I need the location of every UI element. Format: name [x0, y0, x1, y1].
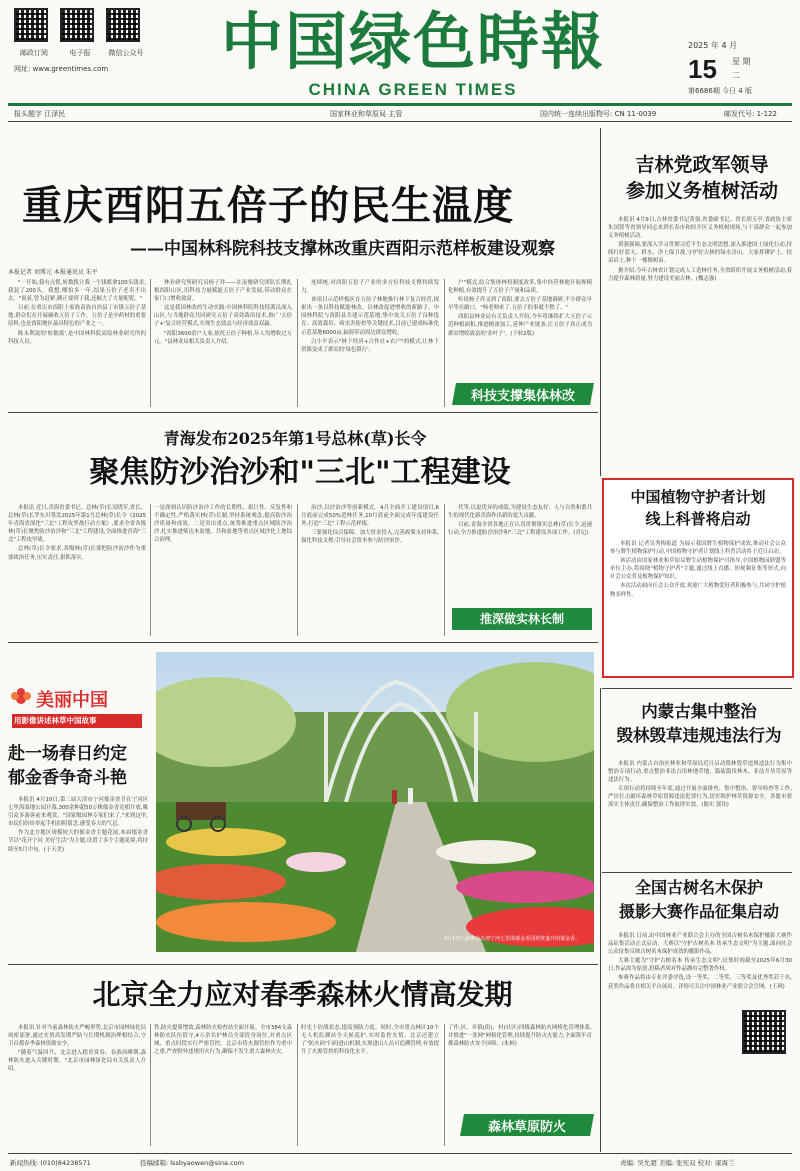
- column-divider: [444, 279, 445, 407]
- column-divider: [444, 504, 445, 636]
- qr-code-epaper[interactable]: [60, 8, 94, 42]
- lead-col2: 林业研究所研究员杨子祥——在南俊研究团队长期扎根酉阳山区,用科技力量赋能五倍子产业发展,带动群众在家门口增收致富。 这是我国林改的生动实践:中国林科院科技特派员深入山区,与当地群众共同研究五倍子高效栽培技术,推广'五倍子+'复合经营模式,实现生态效益与经济效益双赢。 "酉阳3600余户人家,依托五倍子种植,年人均增收过万元。"县林业局相关负责人介绍。: [154, 280, 292, 345]
- qinghai-col1: 本报讯 近日,青海省委书记、总林(草)长吴晓军,省长、总林(草)长罗东川签发2025年第1号总林(草)长令《2025年青海省深化"三北"工程攻坚战行动方案》,要求全省各级林(草)长聚焦防沙治沙和"三北"工程建设,全面推进青海"三北"工程攻坚战。 总林(草)长令要求,各级林(草)长要把防沙治沙作为重要政治任务,压实责任,狠抓落实。: [8, 505, 146, 561]
- lead-byline: 本报记者 刘博元 本报通讯员 朱平: [8, 269, 98, 276]
- contest-headline-line2: 摄影大赛作品征集启动: [618, 902, 779, 921]
- weekday: 二: [732, 71, 740, 80]
- qr-label: 邮政订阅: [20, 49, 48, 57]
- qinghai-ribbon-label: 推深做实林长制: [479, 612, 564, 626]
- lead-col3: 连续统,对酉阳五倍子产业的多方位科技支撑持续发力。 该项目示范样板区在五倍子林地推行林下复合经营,探索出一条以科技赋能林改、以林改促进增收的新路子。中国林科院与酉阳县共建示范基地,集中攻关五倍子良种选育、高效栽培、病虫害防控等关键技术,目前已建成标准化示范基地6000亩,辐射带动周边群众增收。 白小平表示"林下经济+合作社+农户"的模式,让林下资源变成了群众的'绿色银行'。: [301, 280, 439, 353]
- date-year-month: 2025 年 4 月: [688, 41, 738, 50]
- column-divider: [444, 1024, 445, 1146]
- column-divider: [150, 279, 151, 407]
- qinghai-headline: 聚焦防沙治沙和"三北"工程建设: [89, 455, 511, 490]
- mongolia-headline-line2: 毁林毁草违规违法行为: [616, 726, 782, 745]
- section-rule: [8, 412, 598, 413]
- contest-qr-code[interactable]: [742, 1010, 786, 1054]
- title-inscription: 报头题字 江泽民: [14, 110, 66, 118]
- date-block: [688, 40, 788, 95]
- beijing-headline: 北京全力应对春季森林火情高发期: [92, 978, 513, 1011]
- postal-code: 邮发代号: 1-122: [724, 110, 777, 118]
- column-divider: [297, 279, 298, 407]
- jilin-headline-line1: 吉林党政军领导: [635, 154, 769, 176]
- section-divider: [600, 128, 601, 476]
- beijing-ribbon-label: 森林草原防火: [487, 1120, 566, 1135]
- jilin-body: 本报讯 4月9日,吉林省委书记黄强,省委副书记、省长胡玉亭,省政协主席朱国贤等省领导同志来到长春市和经开区义务植树现场,与干部群众一起参加义务植树活动。 黄强强调,要深入学习贯彻习近平生态文明思想,深入推进国土绿化行动,持续打好蓝天、碧水、净土保卫战,守护好吉林的绿水青山。大家挥锹铲土、扶苗培土,种下一棵棵树苗。 据介绍,今年吉林省计划完成人工造林任务,全省组织开展义务植树活动,着力提升森林质量,努力建设美丽吉林。(魏志强): [608, 217, 792, 282]
- tulip-garden-photo: [156, 652, 594, 952]
- qinghai-col4: 代等,以更优异的成绩,为建设生态友好、人与自然和谐共生的现代化新青海作出新的更大贡献。 目前,青海全省各地正在认真贯彻落实总林(草)长令,迅速行动,全力推进防沙治沙和"三北"工程建设各项工作。(青记): [448, 505, 592, 537]
- issue-number: 第6686期 今日 4 版: [688, 87, 752, 95]
- weekday-label: 星 期: [732, 57, 751, 66]
- beijing-col2: 铁,防火提质增效,森林防火检查站全面开展。全市384支森林防火队伍值守,4万余名护林员全部投身岗位,对重点区域、重点时段实行严密管控。北京市将火源管控作为重中之重,严查野外违规用火行为,确保不发生重大森林火灾。: [154, 1025, 292, 1056]
- section-rule: [602, 872, 792, 873]
- mongolia-headline-line1: 内蒙古集中整治: [641, 702, 757, 721]
- beijing-col3: 时光十倍战状态,提高预防力度。同时,全市重点林区10个无人机监测站全天候巡护,实时监控火情。北京还建立了"防火码"扫码进山机制,实现进山人员可追溯管理,有效提升了火源管控的科技化水平。: [301, 1025, 439, 1056]
- jilin-headline-line2: 参加义务植树活动: [625, 180, 778, 202]
- beijing-col4: 了作,区、乡镇(街)、村(社区)四级森林防火网格化管理体系,并推进"一张网"网格化管理,持续提升防灭火能力,全面筑牢首都森林防火安全屏障。(朱柯): [448, 1025, 592, 1048]
- qinghai-col2: 一是深刻认识防沙治沙工作的长期性、艰巨性、反复性和不确定性,严格落实林(草)长制,坚持系统观念,提高防沙治沙质量和成效。二是突出重点,统筹推进重点区域防沙治沙,扎实推进柴达木盆地、共和盆地等重点区域沙化土地综合治理。: [154, 505, 292, 544]
- lead-col1: "一开始,我有点慌,转数拨让我一个钱都拿100头钱采,我装了200头。我想,哪怕多一年,结果五倍子老卖不出去。"说着,曾为赶紧,腾正要到了我,还握大了大量呢呢。" 日前,在重庆市酉阳土家族苗族自治县丁市镇五倍子基地,群众们在开展摘收五倍子工作。五倍子是中药材的重要原料,也是酉阳地区最具特色的产业之一。 陈永利说的'转数拨',是中国林科院高原林业研究所的科技人员。: [8, 280, 146, 345]
- column-divider: [297, 1024, 298, 1146]
- qr-label: 电子报: [69, 49, 91, 57]
- website[interactable]: 网址: www.greentimes.com: [14, 65, 109, 73]
- cn-number: 国内统一连续出版物号: CN 11-0039: [540, 110, 657, 118]
- footer-editors: 责编: 吴允超 美编: 张宪双 校对: 康海兰: [620, 1159, 735, 1167]
- beijing-col1: 本报讯 针对当前森林防火严峻形势,北京市园林绿化局周密部署,通过火情高发期严防与长期机制治理相结合,守卫首都春季森林资源安全。 "随着气温回升、北京进入踏青赏春、春游高峰期,森林防火进入关键时期。"北京市园林绿化局有关负责人介绍。: [8, 1025, 146, 1073]
- lead-ribbon-label: 科技支撑集体林改: [470, 389, 575, 404]
- section-rule: [8, 642, 598, 643]
- date-day: 15: [688, 54, 717, 84]
- tulip-body: 本报讯 4月10日,第三届天津市宁河郁金香节在宁河区七里海湿地公园开幕,300余种超50万株郁金香竞相开放,吸引众多游客前来观赏。"国家级园林专家们来了,"来到这里,市民们纷纷举起手机拍照留念,感受春天的气息。 作为北方地区规模较大的郁金香主题花展,本届郁金香节以"花开宁河 美好生活"为主题,设置了多个主题花境,将持续至5月中旬。(于天美): [8, 797, 148, 853]
- column-divider: [150, 1024, 151, 1146]
- lead-col4: 户"模式,结合集体林权制度改革,集中经营林地开展规模化种植,有效提升了五倍子产量和品质。 听说杨子祥又到了酉阳,要去五倍子基地调研,不少群众早早等在路口。"杨老师来了,五倍子的事就不愁了。" 酉阳县林业局有关负责人介绍,今年将继续扩大五倍子示范种植面积,推进精深加工,延伸产业链条,让五倍子真正成为群众增收致富的'金叶子'。(下转2版): [448, 280, 592, 337]
- beautiful-china-tagline: 用影像讲述林草中国故事: [14, 716, 97, 725]
- qinghai-kicker: 青海发布2025年第1号总林(草)长令: [163, 429, 427, 448]
- qinghai-col3: 治沙,以沙治沙等创新模式。4月全面开工建设项目,6月底前完成50%造林任务,10月底前全面完成年度建设任务,打造"三北"工程示范样板。 三要强化综合保障。加大资金投入,完善政策支持体系,强化科技支撑,引导社会资本参与防沙治沙。: [301, 505, 439, 545]
- lead-subhead: ——中国林科院科技支撑林改重庆酉阳示范样板建设观察: [130, 239, 555, 259]
- sponsor: 国家林业和草原局 主管: [330, 110, 403, 118]
- contest-headline-line1: 全国古树名木保护: [634, 878, 763, 897]
- plant-headline-line2: 线上科普将启动: [645, 510, 751, 528]
- masthead-rule-thin: [8, 121, 792, 122]
- masthead-rule: [8, 103, 792, 106]
- tulip-headline-line1: 赴一场春日约定: [8, 744, 127, 764]
- footer-rule: [8, 1153, 792, 1154]
- footer-submission[interactable]: 投稿邮箱: lssbyaowen@sina.com: [140, 1159, 244, 1167]
- qr-code-wechat[interactable]: [106, 8, 140, 42]
- mongolia-body: 本报讯 内蒙古自治区林业和草原局近日启动毁林毁草违规违法行为集中整治专项行动,重点整治非法占用林地草地、滥砍滥伐林木、非法开垦草原等违法行为。 专项行动将持续至年底,通过开展全面排查、集中整治、督导检查等工作,严厉打击破坏森林草原资源违法犯罪行为,切实维护林草资源安全。各盟市要落实主体责任,确保整治工作取得实效。(陈实 郭伟): [608, 761, 792, 809]
- plant-body: 本报讯 记者吴秀梅报道 为展示我国野生植物保护成效,推动社会公众参与野生植物保护行动,中国植物守护者计划线上科普活动将于近日启动。 该活动由国家林业和草原局野生动植物保护司指导,中国植物园联盟等单位主办,将围绕"植物守护者"主题,通过线上直播、短视频征集等形式,向社会公众普及植物保护知识。 本次活动面向社会公众开放,欢迎广大植物爱好者积极参与,共同守护植物多样性。: [610, 541, 786, 598]
- beautiful-china-logo: 美丽中国: [36, 690, 108, 711]
- lead-headline: 重庆酉阳五倍子的民生温度: [22, 182, 514, 229]
- tulip-photo-caption: 4月10日,游客在天津宁河七里海郁金香园观赏盛开的郁金香。: [444, 936, 581, 942]
- section-rule: [8, 964, 598, 965]
- qr-label: 微信公众号: [108, 49, 144, 57]
- qr-code-subscribe[interactable]: [14, 8, 48, 42]
- column-divider: [297, 504, 298, 636]
- masthead-logo-en: CHINA GREEN TIMES: [308, 80, 518, 99]
- footer-hotline: 新闻热线: (010)84238571: [10, 1159, 91, 1167]
- tulip-headline-line2: 郁金香争奇斗艳: [8, 768, 127, 788]
- masthead-logo: 中国绿色時報: [220, 5, 605, 78]
- column-divider: [150, 504, 151, 636]
- qr-code-group: [14, 8, 144, 93]
- plant-headline-line1: 中国植物守护者计划: [630, 488, 766, 506]
- contest-body: 本报讯 日前,由中国林业产业联合会主办的全国古树名木保护摄影大赛作品征集活动正式启动。大赛以"守护古树名木 传承生态文明"为主题,面向社会公众征集反映古树名木保护成效的摄影作品。 大赛主题为"守护古树名木 传承生态文明",征集时间截至2025年6月30日,作品需为原创,投稿者须对作品拥有完整著作权。 参赛作品将由专业评委评选,设一等奖、二等奖、三等奖及优秀奖若干名,获奖作品将在相关平台展出。详情可关注中国林业产业联合会官网。(王琪): [608, 933, 792, 990]
- section-divider: [600, 688, 601, 1152]
- section-rule: [602, 688, 792, 689]
- flower-icon: [8, 688, 34, 710]
